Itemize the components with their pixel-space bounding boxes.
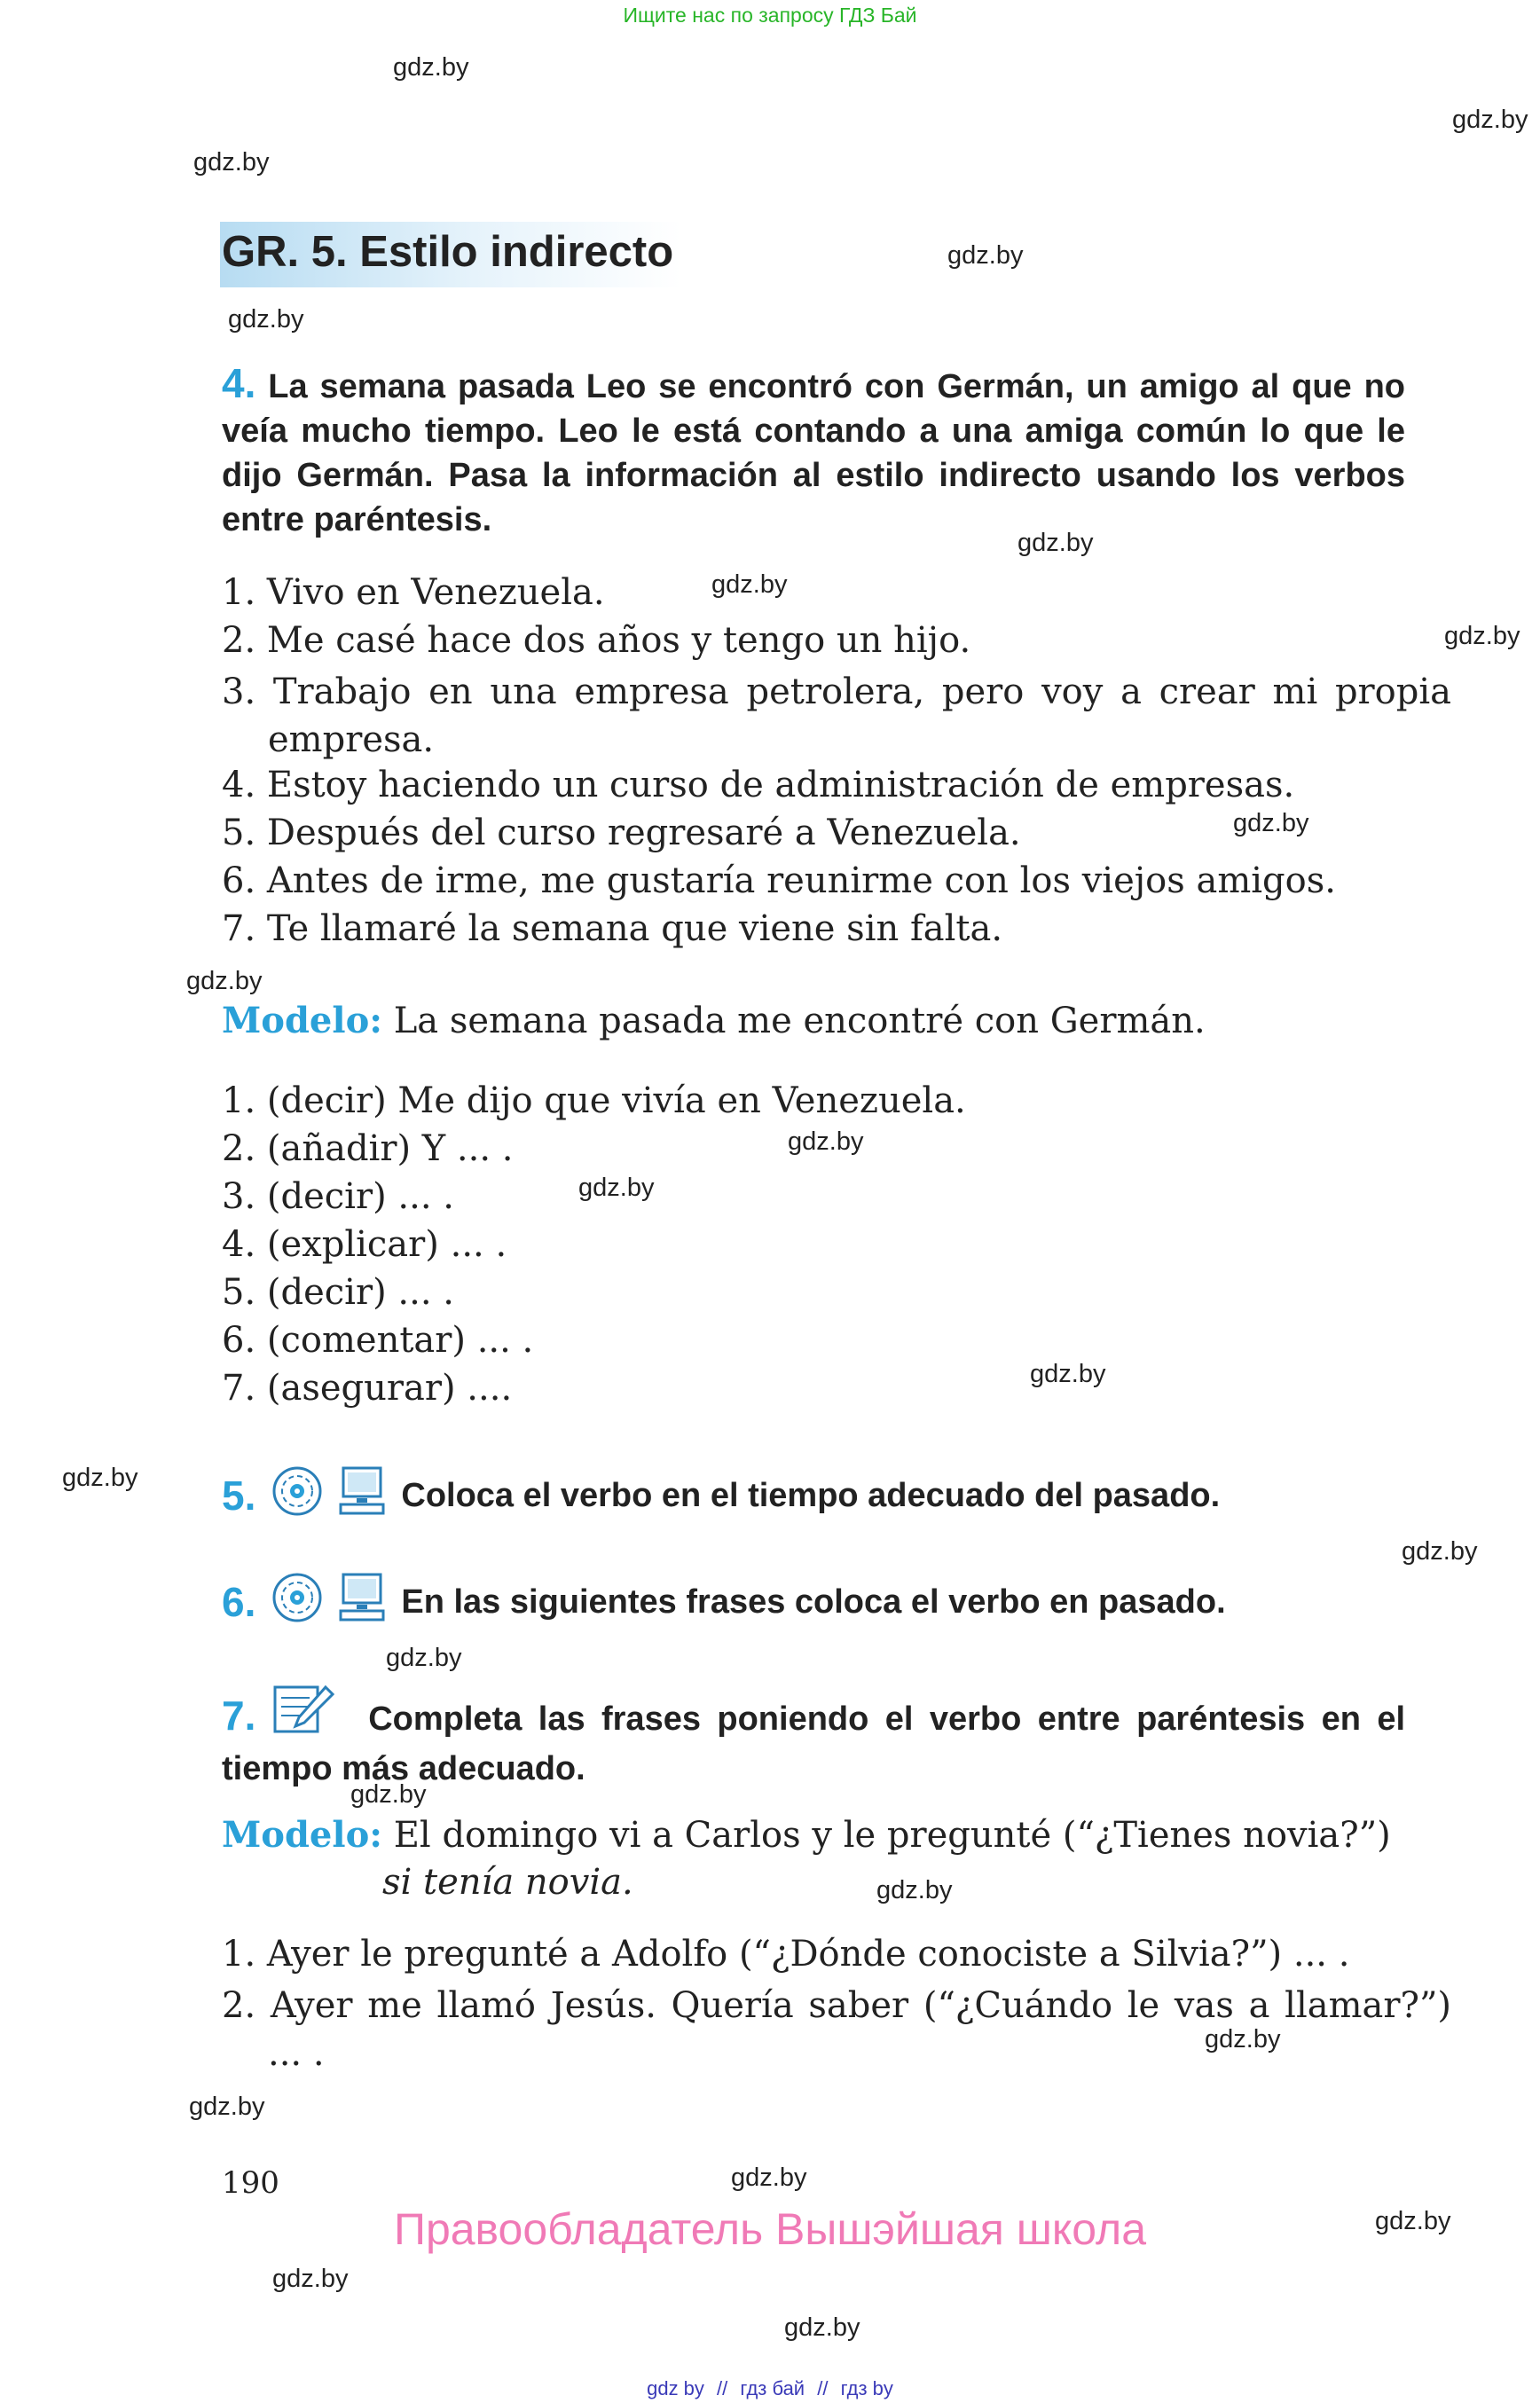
watermark: gdz.by [350,1780,427,1809]
footer-separator: // [817,2377,829,2399]
sentence-item: 3. Trabajo en una empresa petrolera, pero voy a crear mi propia empresa. [222,671,1451,760]
computer-icon [339,1465,385,1526]
task-7-model [222,1814,1391,1856]
task-4-text: La semana pasada Leo se encontró con Germán, un amigo al que no veía mucho tiempo. Leo le está contando a una amiga común lo que le dijo Germán. Pasa la información al estilo indirecto usando los verbos entre paréntesis. [222,368,1405,538]
model-text: El domingo vi a Carlos y le pregunté (“¿Tienes novia?”) [393,1815,1391,1856]
watermark: gdz.by [228,305,304,334]
footer-link[interactable]: гдз бай [740,2377,805,2399]
rights-holder: Правообладатель Вышэйшая школа [394,2204,1146,2254]
cd-icon [271,1572,323,1632]
answer-item: 5. (decir) ... . [222,1272,454,1313]
watermark: gdz.by [1444,622,1520,650]
task-5-text: Coloca el verbo en el tiempo adecuado del pasado. [401,1476,1221,1514]
answer-item: 6. (comentar) ... . [222,1320,534,1361]
watermark: gdz.by [62,1464,138,1492]
footer-link[interactable]: гдз by [840,2377,893,2399]
sentence-item: 2. Me casé hace dos años y tengo un hijo. [222,620,971,661]
watermark: gdz.by [788,1127,864,1156]
watermark: gdz.by [393,53,469,82]
model-label: Modelo: [222,1000,383,1041]
watermark: gdz.by [1402,1537,1478,1566]
footer-separator: // [717,2377,728,2399]
watermark: gdz.by [1018,529,1094,557]
exercise-item: 2. Ayer me llamó Jesús. Quería saber (“¿Cuándo le vas a llamar?”) ... . [222,1985,1451,2074]
watermark: gdz.by [578,1174,655,1202]
task-4-model [222,1000,1206,1041]
answer-item: 4. (explicar) ... . [222,1224,507,1265]
task-4-number: 4. [222,360,256,406]
watermark: gdz.by [272,2265,349,2293]
cd-icon [271,1465,323,1526]
watermark: gdz.by [1452,106,1528,134]
watermark: gdz.by [386,1644,462,1672]
task-7-text: Completa las frases poniendo el verbo entre paréntesis en el tiempo más adecuado. [222,1700,1406,1787]
watermark: gdz.by [193,148,270,177]
watermark: gdz.by [189,2093,265,2121]
watermark: gdz.by [1205,2025,1281,2054]
watermark: gdz.by [731,2163,807,2192]
task-5 [222,1465,1220,1526]
watermark: gdz.by [186,967,263,995]
page-title: GR. 5. Estilo indirecto [222,228,674,276]
sentence-item: 7. Te llamaré la semana que viene sin falta. [222,908,1003,949]
top-banner[interactable]: Ищите нас по запросу ГДЗ Бай [623,4,917,27]
sentence-item: 6. Antes de irme, me gustaría reunirme con los viejos amigos. [222,860,1336,901]
task-5-number: 5. [222,1472,256,1519]
answer-item: 3. (decir) ... . [222,1176,454,1217]
answer-item: 2. (añadir) Y ... . [222,1128,514,1169]
model-answer: si tenía novia. [382,1862,633,1903]
task-6-number: 6. [222,1579,256,1625]
footer-links [0,2377,1540,2400]
answer-item: 1. (decir) Me dijo que vivía en Venezuela. [222,1080,966,1121]
answer-item: 7. (asegurar) .... [222,1368,513,1409]
task-6 [222,1572,1226,1632]
task-7-instruction [222,1684,1405,1791]
page-number: 190 [222,2165,279,2201]
watermark: gdz.by [1375,2207,1451,2235]
watermark: gdz.by [711,570,788,599]
task-4-instruction [222,361,1405,542]
model-text: La semana pasada me encontré con Germán. [393,1001,1206,1041]
exercise-item: 1. Ayer le pregunté a Adolfo (“¿Dónde conociste a Silvia?”) ... . [222,1934,1350,1975]
task-7-number: 7. [222,1692,256,1739]
computer-icon [339,1572,385,1632]
footer-link[interactable]: gdz by [647,2377,704,2399]
watermark: gdz.by [1030,1360,1106,1388]
sentence-item: 1. Vivo en Venezuela. [222,572,605,613]
task-6-text: En las siguientes frases coloca el verbo en pasado. [401,1582,1226,1621]
watermark: gdz.by [1233,809,1309,837]
model-label: Modelo: [222,1814,383,1856]
notebook-pencil-icon [272,1684,336,1747]
watermark: gdz.by [947,241,1024,270]
watermark: gdz.by [784,2313,860,2342]
sentence-item: 5. Después del curso regresaré a Venezuela. [222,813,1021,853]
sentence-item: 4. Estoy haciendo un curso de administración de empresas. [222,765,1295,805]
watermark: gdz.by [876,1876,953,1904]
